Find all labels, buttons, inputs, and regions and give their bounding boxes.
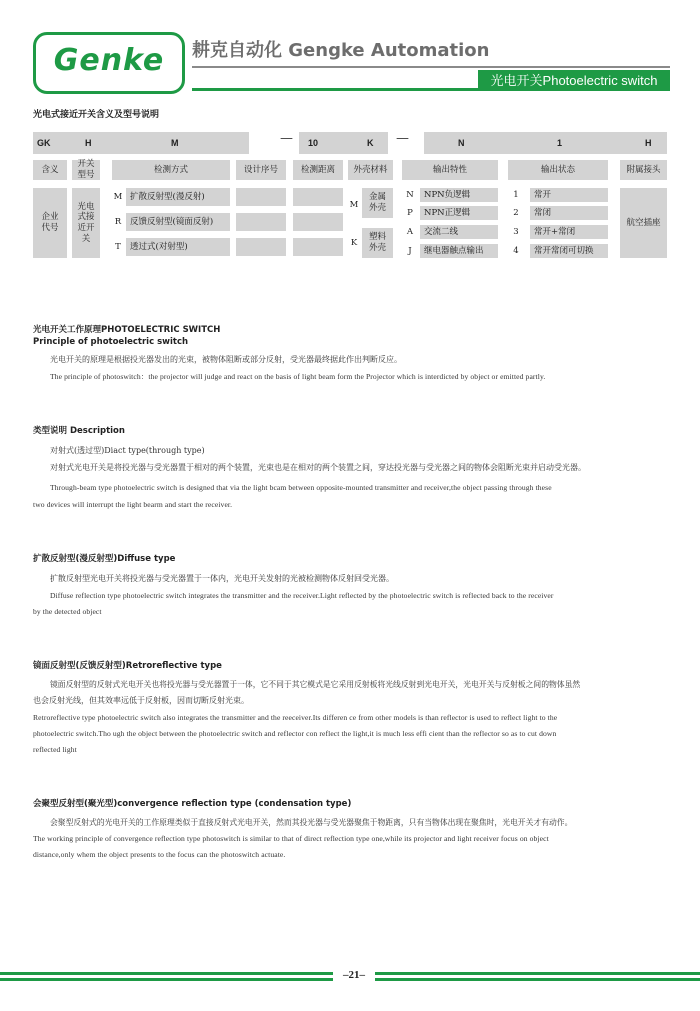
code-m: M <box>171 138 179 148</box>
header-green-rule <box>192 88 670 91</box>
status-no: 常开 <box>530 188 608 202</box>
status-code-3: 3 <box>508 225 524 239</box>
design-number-blank <box>236 213 286 231</box>
detection-retro: 反馈反射型(镜面反射) <box>126 213 230 231</box>
header-housing: 外壳材料 <box>348 160 393 180</box>
retro-heading: 镜面反射型(反馈反射型)Retroreflective type <box>33 661 222 671</box>
retro-cn-2: 也会反射光线，但其效率远低于反射板，因而切断反射光束。 <box>33 696 249 705</box>
convergence-heading: 会聚型反射型(聚光型)convergence reflection type (condensation type) <box>33 799 352 809</box>
detection-code-m: M <box>112 188 124 206</box>
principle-heading: 光电开关工作原理PHOTOELECTRIC SWITCH <box>33 325 221 335</box>
design-number-blank <box>236 238 286 256</box>
diffuse-cn: 扩散反射型光电开关将投光器与受光器置于一体内，光电开关发射的光被检测物体反射回受光器。 <box>50 574 394 583</box>
output-ac-two-wire: 交流二线 <box>420 225 498 239</box>
output-code-j: J <box>402 244 418 258</box>
diffuse-en-1: Diffuse reflection type photoelectric switch integrates the transmitter and the receiver.Light reflected by the photoelectric switch is reflected back to the receiver <box>50 591 554 600</box>
code-h-connector: H <box>645 138 652 148</box>
logo-text: Genke <box>53 43 165 78</box>
retro-en-3: reflected light <box>33 745 77 754</box>
design-number-blank <box>236 188 286 206</box>
retro-en-2: photoelectric switch.Tho ugh the object between the photoelectric switch and reflector con reflect the light,it is much less effi cient than the reflector so as to cut down <box>33 729 557 738</box>
status-switchable: 常开常闭可切换 <box>530 244 608 258</box>
housing-code-m: M <box>348 196 360 214</box>
output-npn-positive: NPN正逻辑 <box>420 206 498 220</box>
code-h: H <box>85 138 92 148</box>
code-10: 10 <box>308 138 319 148</box>
description-en-2: two devices will interrupt the light bearm and start the receiver. <box>33 500 233 509</box>
principle-cn: 光电开关的原理是根据投光器发出的光束，被物体阻断或部分反射，受光器最终据此作出判断反应。 <box>50 355 402 364</box>
header-connector: 附属接头 <box>620 160 667 180</box>
header-detection-method: 检测方式 <box>112 160 230 180</box>
header-design-number: 设计序号 <box>236 160 286 180</box>
principle-en: The principle of photoswitch：the projector will judge and react on the basis of light beam form the Projector which is interdicted by object or emitted partly. <box>50 372 546 381</box>
connector-aviation-plug: 航空插座 <box>620 188 667 258</box>
convergence-en-2: distance,only whem the object presents to the focus can the photoswitch actuate. <box>33 850 286 859</box>
status-code-2: 2 <box>508 206 524 220</box>
genke-logo <box>33 32 185 94</box>
output-relay: 继电器触点输出 <box>420 244 498 258</box>
detection-through: 透过式(对射型) <box>126 238 230 256</box>
category-tag: 光电开关Photoelectric switch <box>478 70 670 91</box>
code-1: 1 <box>557 138 563 148</box>
model-code-title: 光电式接近开关含义及型号说明 <box>33 110 160 120</box>
header-switch-model: 开关 型号 <box>72 160 100 180</box>
status-code-4: 4 <box>508 244 524 258</box>
convergence-en-1: The working principle of convergence reflection type photoswitch is similar to that of direct reflection type one,while its projector and light receiver focus on object <box>33 834 549 843</box>
model-code-bar <box>33 132 667 154</box>
switch-type-cell: 光电 式接 近开 关 <box>72 188 100 258</box>
status-nc: 常闭 <box>530 206 608 220</box>
housing-code-k: K <box>348 234 360 252</box>
principle-subheading: Principle of photoelectric switch <box>33 337 189 347</box>
header-detection-distance: 检测距离 <box>293 160 343 180</box>
company-name: 耕克自动化 Gengke Automation <box>192 40 490 61</box>
description-heading: 类型说明 Description <box>33 426 125 436</box>
diffuse-en-2: by the detected object <box>33 607 102 616</box>
code-k: K <box>367 138 374 148</box>
retro-en-1: Retroreflective type photoelectric switch also integrates the transmitter and the reeceiver.Its differen ce from other models is than reflector is used to reflect light to the <box>33 713 558 722</box>
description-en-1: Through-beam type photoelectric switch is designed that via the light bcam between opposite-mounted transmitter and receiver,the object passing through these <box>50 483 552 492</box>
detection-code-r: R <box>112 213 124 231</box>
code-n: N <box>458 138 465 148</box>
header-divider <box>192 66 670 68</box>
status-no-nc: 常开+常闭 <box>530 225 608 239</box>
output-code-n: N <box>402 188 418 202</box>
page-number: –21– <box>343 969 365 981</box>
output-npn-negative: NPN负逻辑 <box>420 188 498 202</box>
retro-cn-1: 镜面反射型的反射式光电开关也将投光器与受光器置于一体，它不同于其它模式是它采用反射板将光线反射到光电开关，光电开关与反射板之间的物体虽然 <box>50 680 581 689</box>
header-output-status: 输出状态 <box>508 160 608 180</box>
detection-diffuse: 扩散反射型(漫反射) <box>126 188 230 206</box>
code-gk: GK <box>37 138 51 148</box>
housing-metal: 金属 外壳 <box>362 188 393 218</box>
description-cn: 对射式光电开关是将投光器与受光器置于相对的两个装置，光束也是在相对的两个装置之间，穿达投光器与受光器之间的物体会阻断光束并启动受光器。 <box>50 463 586 472</box>
code-dash-1: — <box>280 131 293 146</box>
header-output-characteristic: 输出特性 <box>402 160 498 180</box>
convergence-cn: 会聚型反射式的光电开关的工作原理类似于直接反射式光电开关，然而其投光器与受光器聚焦于物距离，只有当物体出现在聚焦时，光电开关才有动作。 <box>50 818 573 827</box>
header-meaning: 含义 <box>33 160 67 180</box>
distance-blank <box>293 213 343 231</box>
description-line1: 对射式(透过型)Diact type(through type) <box>50 446 205 455</box>
code-dash-2: — <box>396 131 409 146</box>
distance-blank <box>293 188 343 206</box>
company-code-cell: 企业 代号 <box>33 188 67 258</box>
output-code-a: A <box>402 225 418 239</box>
housing-plastic: 塑料 外壳 <box>362 228 393 258</box>
detection-code-t: T <box>112 238 124 256</box>
output-code-p: P <box>402 206 418 220</box>
distance-blank <box>293 238 343 256</box>
status-code-1: 1 <box>508 188 524 202</box>
diffuse-heading: 扩散反射型(漫反射型)Diffuse type <box>33 554 176 564</box>
